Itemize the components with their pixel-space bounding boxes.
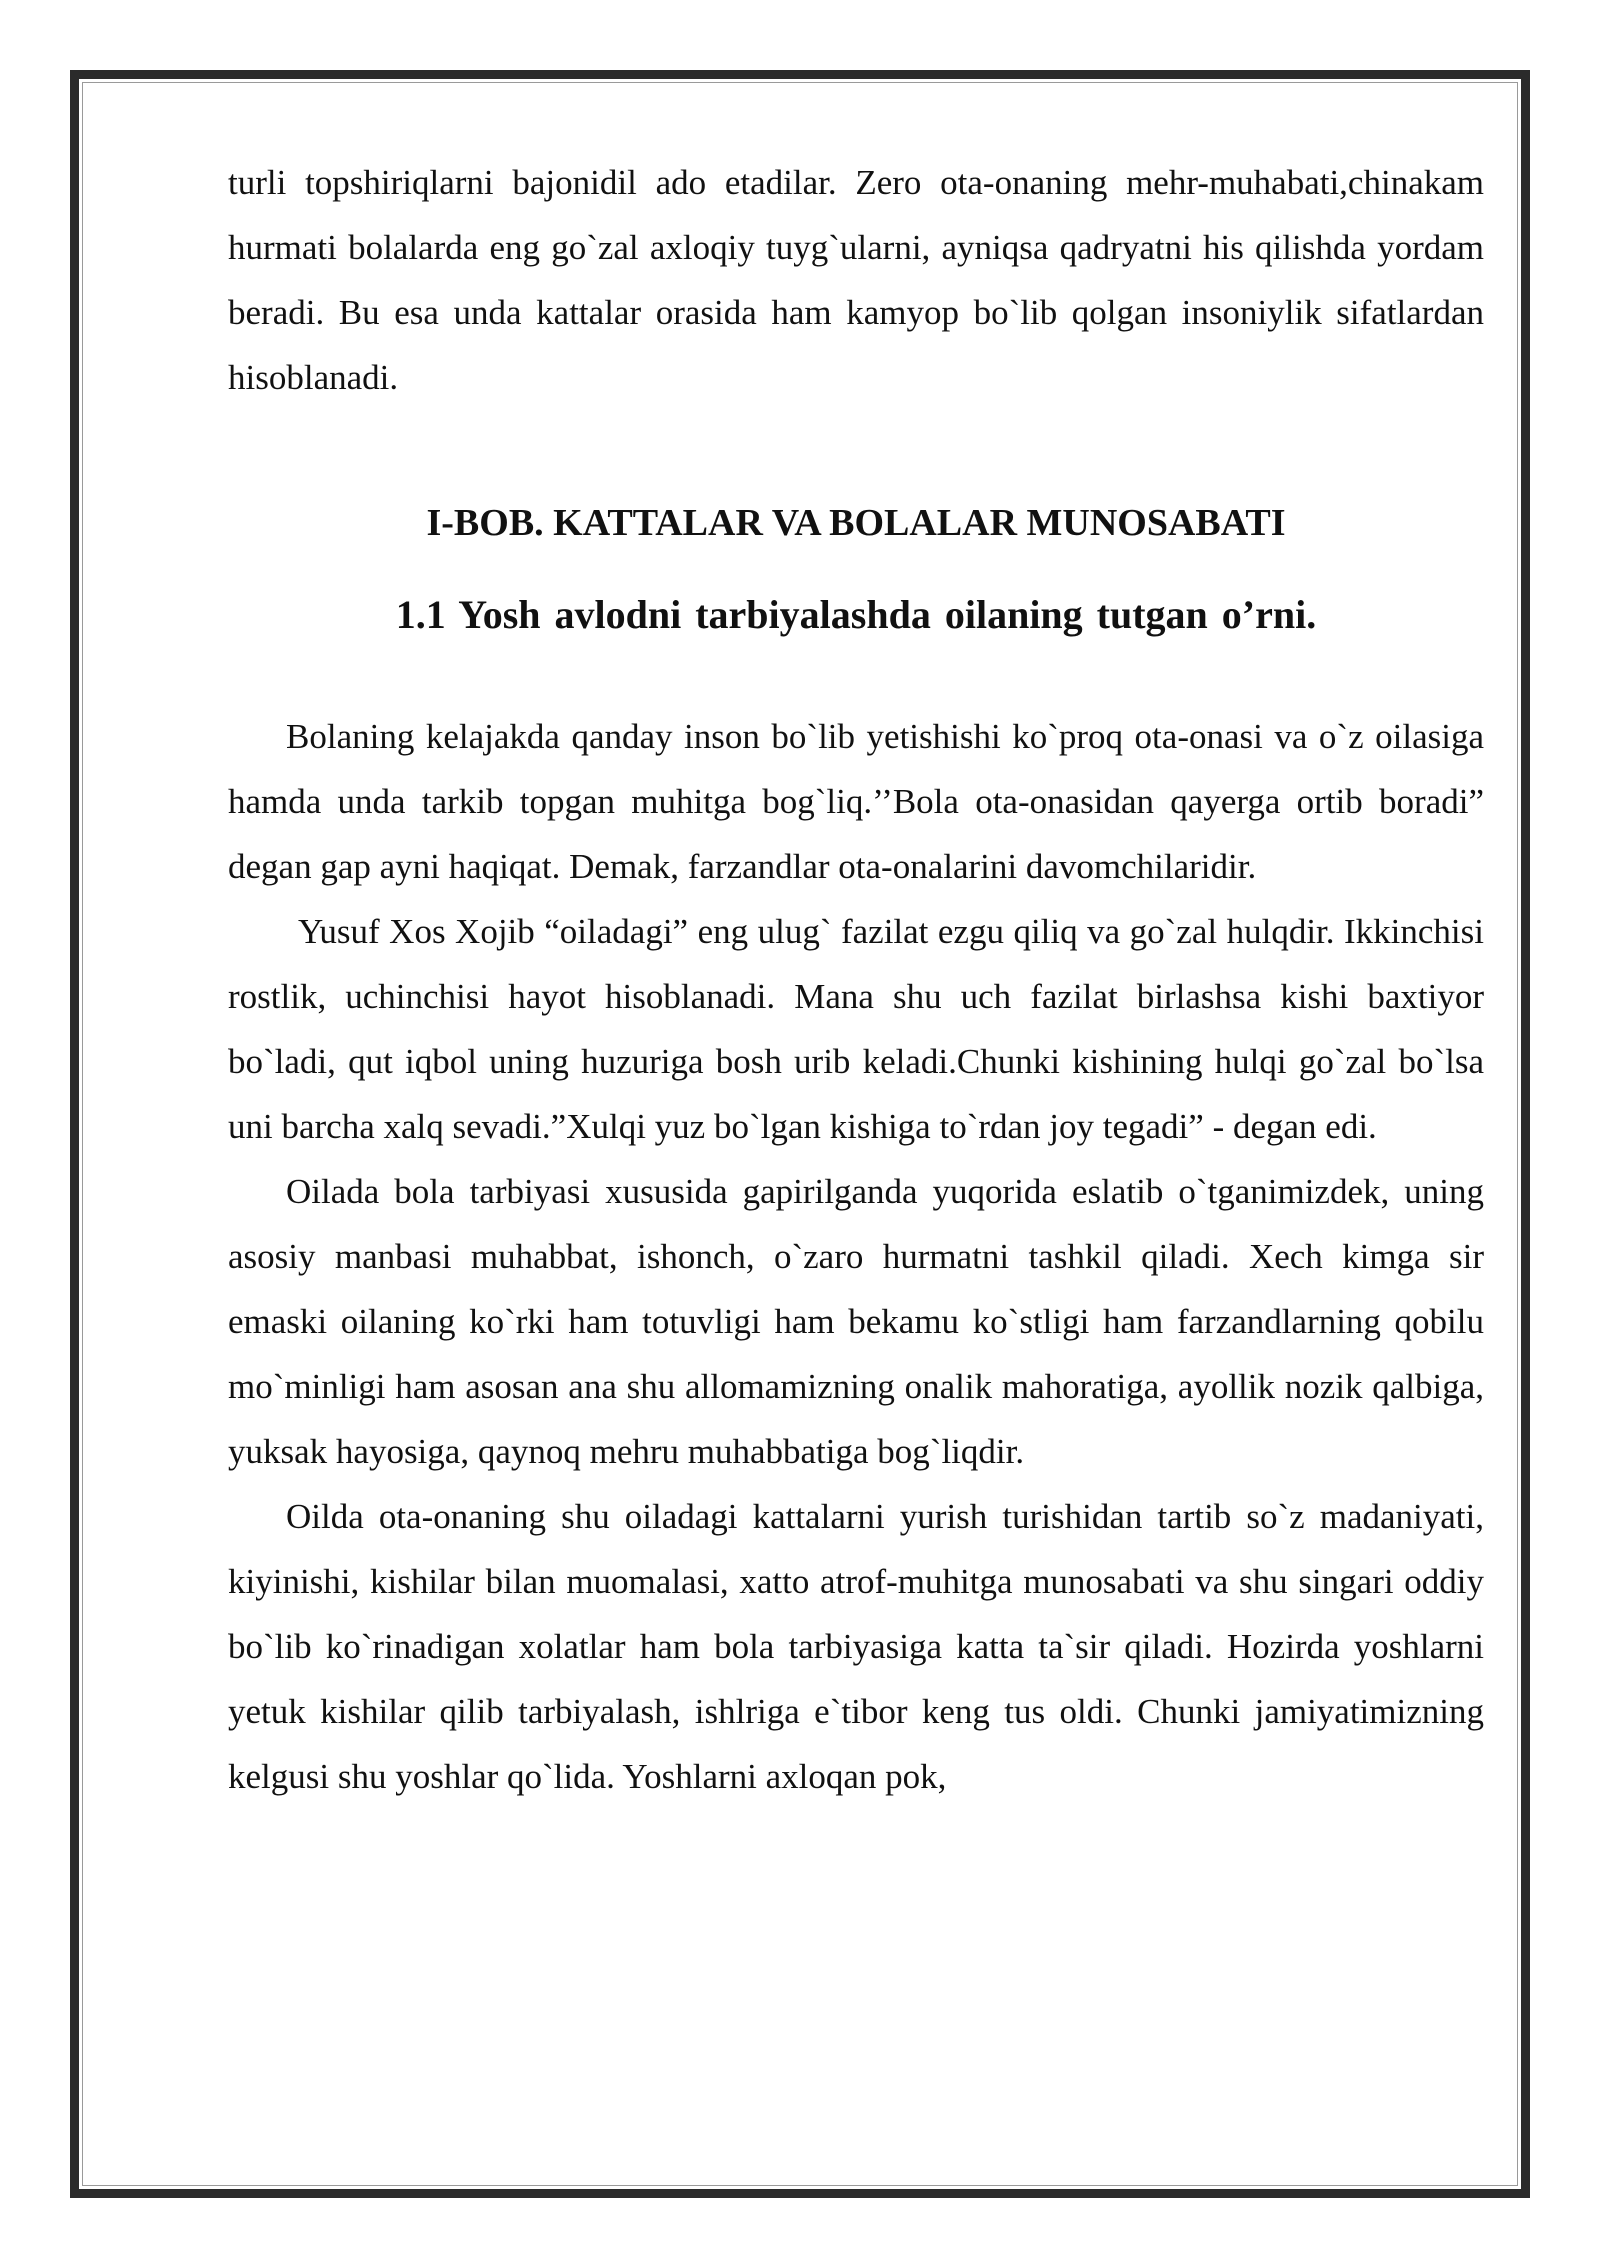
section-heading	[228, 588, 1484, 642]
intro-paragraph: turli topshiriqlarni bajonidil ado etadilar. Zero ota-onaning mehr-muhabati,chinakam hurmati bolalarda eng go`zal axloqiy tuyg`ularni, ayniqsa qadryatni his qilishda yordam beradi. Bu esa unda kattalar orasida ham kamyop bo`lib qolgan insoniylik sifatlardan hisoblanadi.	[228, 163, 1484, 397]
body-paragraph: Bolaning kelajakda qanday inson bo`lib yetishishi ko`proq ota-onasi va o`z oilasiga hamda unda tarkib topgan muhitga bog`liq.’’Bola ota-onasidan qayerga ortib boradi” degan gap ayni haqiqat. Demak, farzandlar ota-onalarini davomchilaridir.	[228, 717, 1484, 886]
section-title: Yosh avlodni tarbiyalashda oilaning tutgan o’rni.	[445, 592, 1317, 637]
section-spacer	[228, 642, 1484, 704]
body-paragraph: Oilada bola tarbiyasi xususida gapirilganda yuqorida eslatib o`tganimizdek, uning asosiy manbasi muhabbat, ishonch, o`zaro hurmatni tashkil qiladi. Xech kimga sir emaski oilaning ko`rki ham totuvligi ham bekamu ko`stligi ham farzandlarning qobilu mo`minligi ham asosan ana shu allomamizning onalik mahoratiga, ayollik nozik qalbiga, yuksak hayosiga, qaynoq mehru muhabbatiga bog`liqdir.	[228, 1172, 1484, 1471]
body-paragraph: Yusuf Xos Xojib “oiladagi” eng ulug` fazilat ezgu qiliq va go`zal hulqdir. Ikkinchisi rostlik, uchinchisi hayot hisoblanadi. Mana shu uch fazilat birlashsa kishi baxtiyor bo`ladi, qut iqbol uning huzuriga bosh urib keladi.Chunki kishining hulqi go`zal bo`lsa uni barcha xalq sevadi.”Xulqi yuz bo`lgan kishiga to`rdan joy tegadi” - degan edi.	[228, 912, 1484, 1146]
document-body	[228, 150, 1484, 1809]
chapter-title: I-BOB. KATTALAR VA BOLALAR MUNOSABATI	[426, 502, 1286, 544]
body-paragraph: Oilda ota-onaning shu oiladagi kattalarni yurish turishidan tartib so`z madaniyati, kiyinishi, kishilar bilan muomalasi, xatto atrof-muhitga munosabati va shu singari oddiy bo`lib ko`rinadigan xolatlar ham bola tarbiyasiga katta ta`sir qiladi. Hozirda yoshlarni yetuk kishilar qilib tarbiyalash, ishlriga e`tibor keng tus oldi. Chunki jamiyatimizning kelgusi shu yoshlar qo`lida. Yoshlarni axloqan pok,	[228, 1497, 1484, 1796]
section-number: 1.1	[395, 592, 446, 637]
